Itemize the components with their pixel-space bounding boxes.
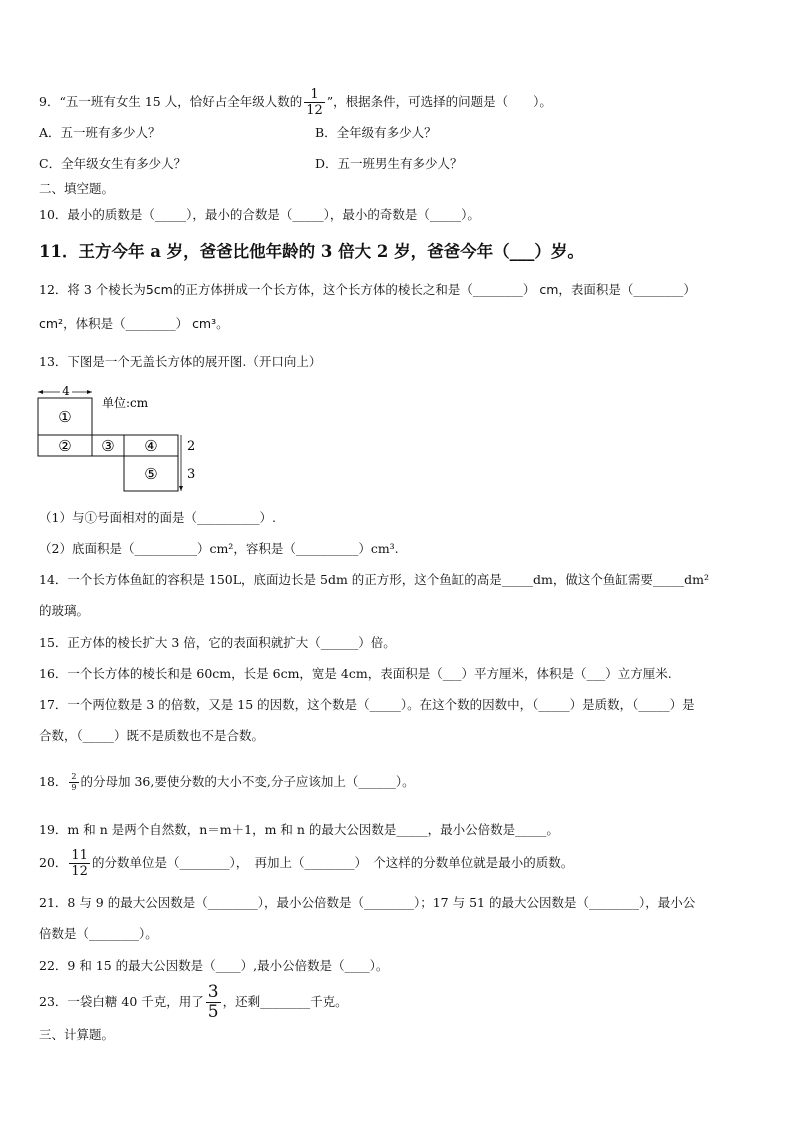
arrow-head-left	[38, 390, 43, 394]
q12-unit-cm: cm	[539, 282, 559, 297]
q9-fraction	[304, 88, 325, 117]
q11: 11．王方今年 a 岁，爸爸比他年龄的 3 倍大 2 岁，爸爸今年（___）岁。	[39, 242, 584, 261]
q21-line1: 21．8 与 9 的最大公因数是（________），最小公倍数是（________）；17 与 51 的最大公因数是（________），最小公	[39, 895, 696, 910]
q9-option-d: D．五一班男生有多少人？	[315, 156, 463, 171]
q22: 22．9 和 15 的最大公因数是（____）,最小公倍数是（____）。	[39, 958, 389, 973]
q9-option-a: A．五一班有多少人？	[39, 125, 161, 140]
face-3-label: ③	[101, 437, 115, 455]
q10: 10．最小的质数是（_____），最小的合数是（_____），最小的奇数是（_____）。	[39, 207, 480, 222]
q23-frac-den: 5	[207, 1002, 219, 1022]
q20-frac-num: 11	[71, 848, 88, 863]
q23	[39, 984, 348, 1021]
q21-line2: 倍数是（________）。	[39, 926, 158, 941]
q23-frac-num: 3	[207, 982, 219, 1002]
face-5-label: ⑤	[144, 465, 158, 483]
q20-fraction	[69, 849, 90, 878]
q18-frac-den: 9	[71, 783, 77, 792]
unit-label: 单位:cm	[102, 396, 149, 410]
q9-text-pre: 9．“五一班有女生 15 人，恰好占全年级人数的	[39, 94, 303, 109]
q18-number: 18．	[39, 774, 68, 789]
q13-stem: 13．下图是一个无盖长方体的展开图.（开口向上）	[39, 354, 322, 369]
q18-text: 的分母加 36,要使分数的大小不变,分子应该加上（______）。	[80, 774, 415, 789]
q14-line2: 的玻璃。	[39, 603, 90, 618]
q12-edge-length: 5cm	[145, 282, 173, 297]
face-1-label: ①	[58, 408, 72, 426]
q23-text-pre: 23．一袋白糖 40 千克，用了	[39, 994, 204, 1009]
q12-line2	[39, 316, 229, 332]
q12-text-2: 的正方体拼成一个长方体，这个长方体的棱长之和是（________）	[172, 282, 536, 297]
q9-option-c: C．全年级女生有多少人？	[39, 156, 187, 171]
q18-fraction	[69, 773, 78, 792]
q12-text-1: 12．将 3 个棱长为	[39, 282, 146, 297]
q9-option-b: B．全年级有多少人？	[315, 125, 437, 140]
q9-text-post: ”，根据条件，可选择的问题是（ ）。	[326, 94, 552, 109]
box-net-diagram	[36, 382, 236, 497]
arrow-head-right	[87, 390, 92, 394]
q23-text-post: ，还剩________千克。	[222, 994, 348, 1009]
q13-sub2: （2）底面积是（__________）cm²，容积是（__________）cm³.	[39, 541, 399, 556]
q12-text-3: ，表面积是（________）	[558, 282, 696, 297]
q15: 15．正方体的棱长扩大 3 倍，它的表面积就扩大（______）倍。	[39, 635, 396, 650]
q12-line1	[39, 282, 696, 298]
arrow-head-down	[179, 486, 183, 491]
q19: 19．m 和 n 是两个自然数，n＝m＋1，m 和 n 的最大公因数是_____，最小公倍数是_____。	[39, 822, 559, 837]
q18	[39, 773, 415, 792]
q20-frac-den: 12	[71, 864, 88, 879]
q12-unit-cm2: cm²	[39, 316, 64, 331]
dim-right-bottom-label: 3	[187, 467, 196, 482]
q23-fraction	[206, 984, 221, 1021]
q9-frac-den: 12	[306, 103, 323, 118]
q17-line1: 17．一个两位数是 3 的倍数，又是 15 的因数，这个数是（_____）。在这个数的因数中，（_____）是质数，（_____）是	[39, 697, 695, 712]
q20-text: 的分数单位是（________）， 再加上（________） 个这样的分数单位就是最小的质数。	[91, 855, 574, 870]
section-fill-blank-title: 二、填空题。	[39, 181, 115, 196]
q12-unit-cm3: cm³	[192, 316, 217, 331]
q9-stem	[39, 88, 552, 117]
q9-frac-num: 1	[304, 88, 325, 103]
dim-right-top-label: 2	[187, 439, 196, 454]
section-calculation-title: 三、计算题。	[39, 1027, 115, 1042]
q13-sub1: （1）与①号面相对的面是（__________）.	[39, 510, 276, 525]
q20	[39, 849, 573, 878]
q20-number: 20．	[39, 855, 68, 870]
q12-text-5: 。	[216, 316, 229, 331]
q17-line2: 合数，（_____）既不是质数也不是合数。	[39, 728, 265, 743]
q18-frac-num: 2	[71, 772, 77, 781]
q14-line1: 14．一个长方体鱼缸的容积是 150L，底面边长是 5dm 的正方形，这个鱼缸的高是_____dm，做这个鱼缸需要_____dm²	[39, 572, 710, 587]
face-2-label: ②	[58, 437, 72, 455]
dim-top-label: 4	[62, 384, 70, 398]
face-4-label: ④	[144, 437, 158, 455]
q12-text-4: ，体积是（________）	[63, 316, 189, 331]
q16: 16．一个长方体的棱长和是 60cm，长是 6cm，宽是 4cm，表面积是（___）平方厘米，体积是（___）立方厘米.	[39, 666, 672, 681]
